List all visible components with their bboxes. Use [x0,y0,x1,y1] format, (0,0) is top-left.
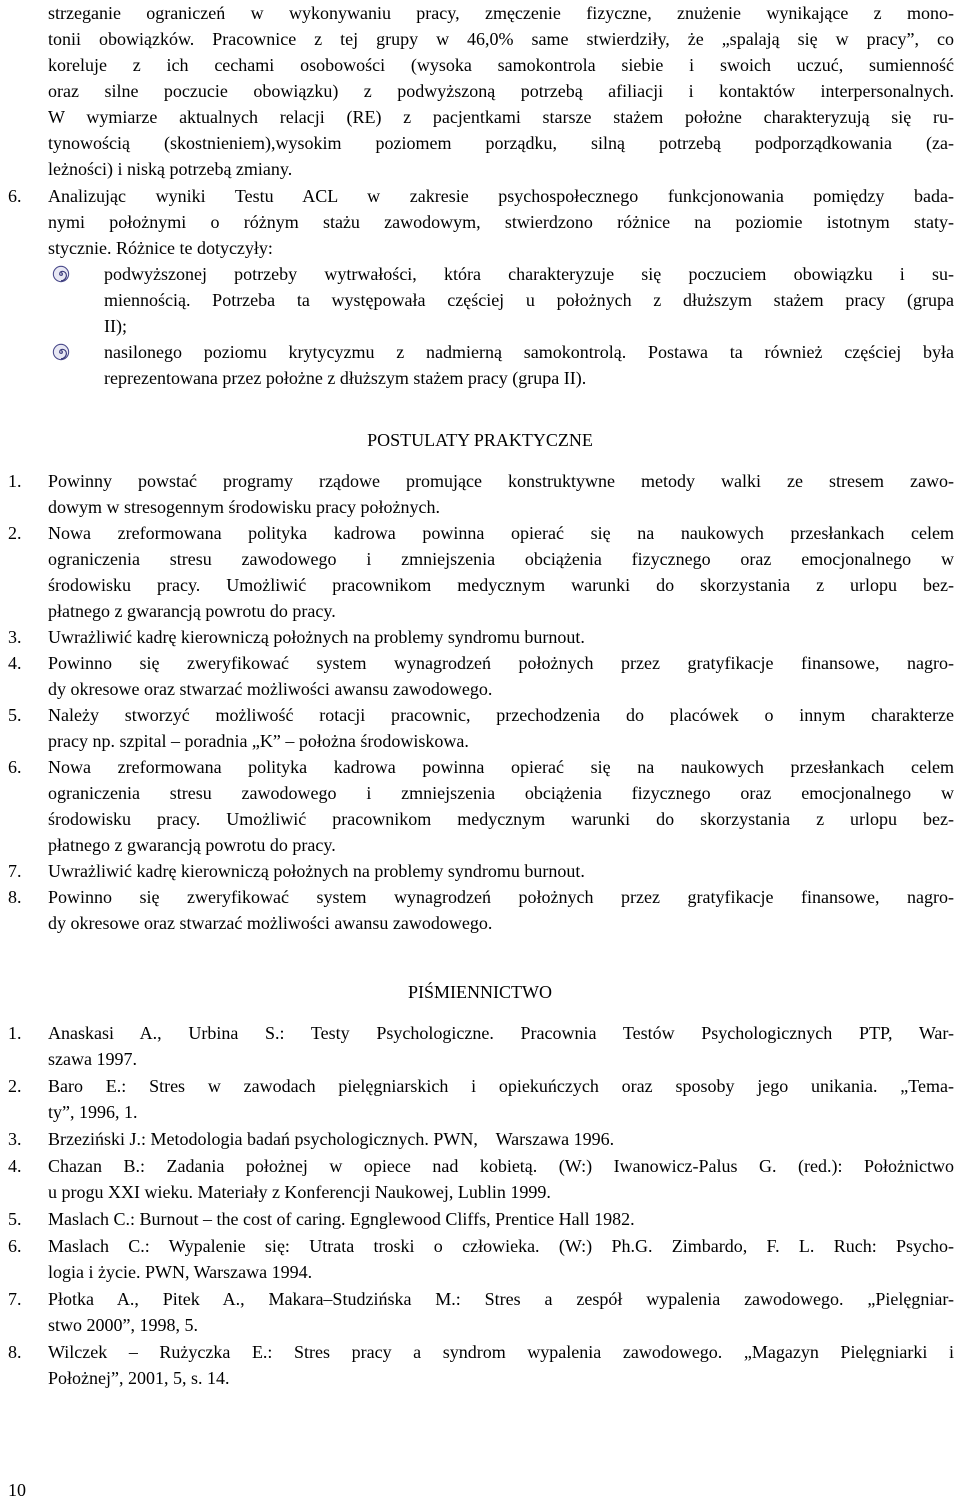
postulate-text-line: ograniczenia stresu zawodowego i zmniejszenia obciążenia fizycznego oraz emocjonalnego w [48,783,954,803]
postulate-text-line: Powinno się zweryfikować system wynagrodzeń położnych przez gratyfikacje finansowe, nagro- [48,887,954,907]
bullet-text-line: nasilonego poziomu krytycyzmu z nadmierną samokontrolą. Postawa ta również częściej była [104,342,954,362]
body-text-line: Analizując wyniki Testu ACL w zakresie psychospołecznego funkcjonowania pomiędzy bada- [48,186,954,206]
reference-text-line: Płotka A., Pitek A., Makara–Studzińska M.: Stres a zespół wypalenia zawodowego. „Pielęgniar- [48,1289,954,1309]
postulate-number: 2. [8,523,22,543]
reference-text-line: Położnej”, 2001, 5, s. 14. [48,1368,230,1388]
postulate-number: 6. [8,757,22,777]
body-text-line: strzeganie ograniczeń w wykonywaniu pracy, zmęczenie fizyczne, znużenie wynikające z mono- [48,3,954,23]
section-heading-references: PIŚMIENNICTWO [408,982,552,1002]
body-text-line: oraz silne poczucie obowiązku) z podwyższoną potrzebą afiliacji i kontaktów interpersonalnych. [48,81,954,101]
reference-text-line: Brzeziński J.: Metodologia badań psychologicznych. PWN, Warszawa 1996. [48,1129,615,1149]
body-text-line: tonii obowiązków. Pracownice z tej grupy w 46,0% same stwierdziły, że „spalają się w pracy”, co [48,29,954,49]
spiral-bullet-icon [52,343,70,361]
postulate-text-line: dy okresowe oraz stwarzać możliwości awansu zawodowego. [48,679,493,699]
postulate-number: 7. [8,861,22,881]
reference-number: 5. [8,1209,22,1229]
reference-text-line: logia i życie. PWN, Warszawa 1994. [48,1262,313,1282]
body-text-line: stycznie. Różnice te dotyczyły: [48,238,273,258]
reference-text-line: u progu XXI wieku. Materiały z Konferencji Naukowej, Lublin 1999. [48,1182,551,1202]
postulate-text-line: Uwrażliwić kadrę kierowniczą położnych na problemy syndromu burnout. [48,861,585,881]
postulate-text-line: dowym w stresogennym środowisku pracy położnych. [48,497,440,517]
postulate-text-line: dy okresowe oraz stwarzać możliwości awansu zawodowego. [48,913,493,933]
reference-text-line: stwo 2000”, 1998, 5. [48,1315,198,1335]
reference-number: 2. [8,1076,22,1096]
reference-text-line: szawa 1997. [48,1049,137,1069]
reference-text-line: Chazan B.: Zadania położnej w opiece nad kobietą. (W:) Iwanowicz-Palus G. (red.): Położnictwo [48,1156,954,1176]
postulate-text-line: Nowa zreformowana polityka kadrowa powinna opierać się na naukowych przesłankach celem [48,757,954,777]
reference-text-line: Baro E.: Stres w zawodach pielęgniarskich i opiekuńczych oraz sposoby jego unikania. „Tema- [48,1076,954,1096]
reference-text-line: Anaskasi A., Urbina S.: Testy Psychologiczne. Pracownia Testów Psychologicznych PTP, War- [48,1023,954,1043]
body-text-line: koreluje z ich cechami osobowości (wysoka samokontrola siebie i swoich uczuć, sumienność [48,55,954,75]
bullet-text-line: II); [104,316,127,336]
reference-text-line: ty”, 1996, 1. [48,1102,138,1122]
reference-number: 1. [8,1023,22,1043]
reference-number: 7. [8,1289,22,1309]
postulate-text-line: Powinny powstać programy rządowe promujące konstruktywne metody walki ze stresem zawo- [48,471,954,491]
postulate-number: 1. [8,471,22,491]
postulate-text-line: Powinno się zweryfikować system wynagrodzeń położnych przez gratyfikacje finansowe, nagro- [48,653,954,673]
body-text-line: leżności) i niską potrzebą zmiany. [48,159,293,179]
reference-number: 8. [8,1342,22,1362]
reference-text-line: Maslach C.: Wypalenie się: Utrata troski o człowieka. (W:) Ph.G. Zimbardo, F. L. Ruch: Psycho- [48,1236,954,1256]
postulate-text-line: płatnego z gwarancją powrotu do pracy. [48,835,336,855]
postulate-number: 5. [8,705,22,725]
spiral-bullet-icon [52,265,70,283]
postulate-number: 3. [8,627,22,647]
page-number: 10 [8,1480,26,1500]
reference-number: 6. [8,1236,22,1256]
reference-number: 3. [8,1129,22,1149]
reference-number: 4. [8,1156,22,1176]
postulate-text-line: Należy stworzyć możliwość rotacji pracownic, przechodzenia do placówek o innym charakterze [48,705,954,725]
body-text-line: W wymiarze aktualnych relacji (RE) z pacjentkami starsze stażem położne charakteryzują się ru- [48,107,954,127]
list-number: 6. [8,186,22,206]
postulate-text-line: płatnego z gwarancją powrotu do pracy. [48,601,336,621]
postulate-text-line: ograniczenia stresu zawodowego i zmniejszenia obciążenia fizycznego oraz emocjonalnego w [48,549,954,569]
postulate-text-line: pracy np. szpital – poradnia „K” – położna środowiskowa. [48,731,469,751]
postulate-number: 8. [8,887,22,907]
section-heading-postulaty: POSTULATY PRAKTYCZNE [367,430,593,450]
reference-text-line: Wilczek – Rużyczka E.: Stres pracy a syndrom wypalenia zawodowego. „Magazyn Pielęgniarki i [48,1342,954,1362]
bullet-text-line: miennością. Potrzeba ta występowała częściej u położnych z dłuższym stażem pracy (grupa [104,290,954,310]
postulate-number: 4. [8,653,22,673]
postulate-text-line: środowisku pracy. Umożliwić pracownikom medycznym warunki do skorzystania z urlopu bez- [48,575,954,595]
body-text-line: tynowością (skostnieniem),wysokim poziomem porządku, silną potrzebą podporządkowania (za- [48,133,954,153]
postulate-text-line: Uwrażliwić kadrę kierowniczą położnych na problemy syndromu burnout. [48,627,585,647]
body-text-line: nymi położnymi o różnym stażu zawodowym, stwierdzono różnice na poziomie istotnym staty- [48,212,954,232]
bullet-text-line: reprezentowana przez położne z dłuższym stażem pracy (grupa II). [104,368,587,388]
reference-text-line: Maslach C.: Burnout – the cost of caring. Egnglewood Cliffs, Prentice Hall 1982. [48,1209,635,1229]
postulate-text-line: Nowa zreformowana polityka kadrowa powinna opierać się na naukowych przesłankach celem [48,523,954,543]
postulate-text-line: środowisku pracy. Umożliwić pracownikom medycznym warunki do skorzystania z urlopu bez- [48,809,954,829]
bullet-text-line: podwyższonej potrzeby wytrwałości, która charakteryzuje się poczuciem obowiązku i su- [104,264,954,284]
